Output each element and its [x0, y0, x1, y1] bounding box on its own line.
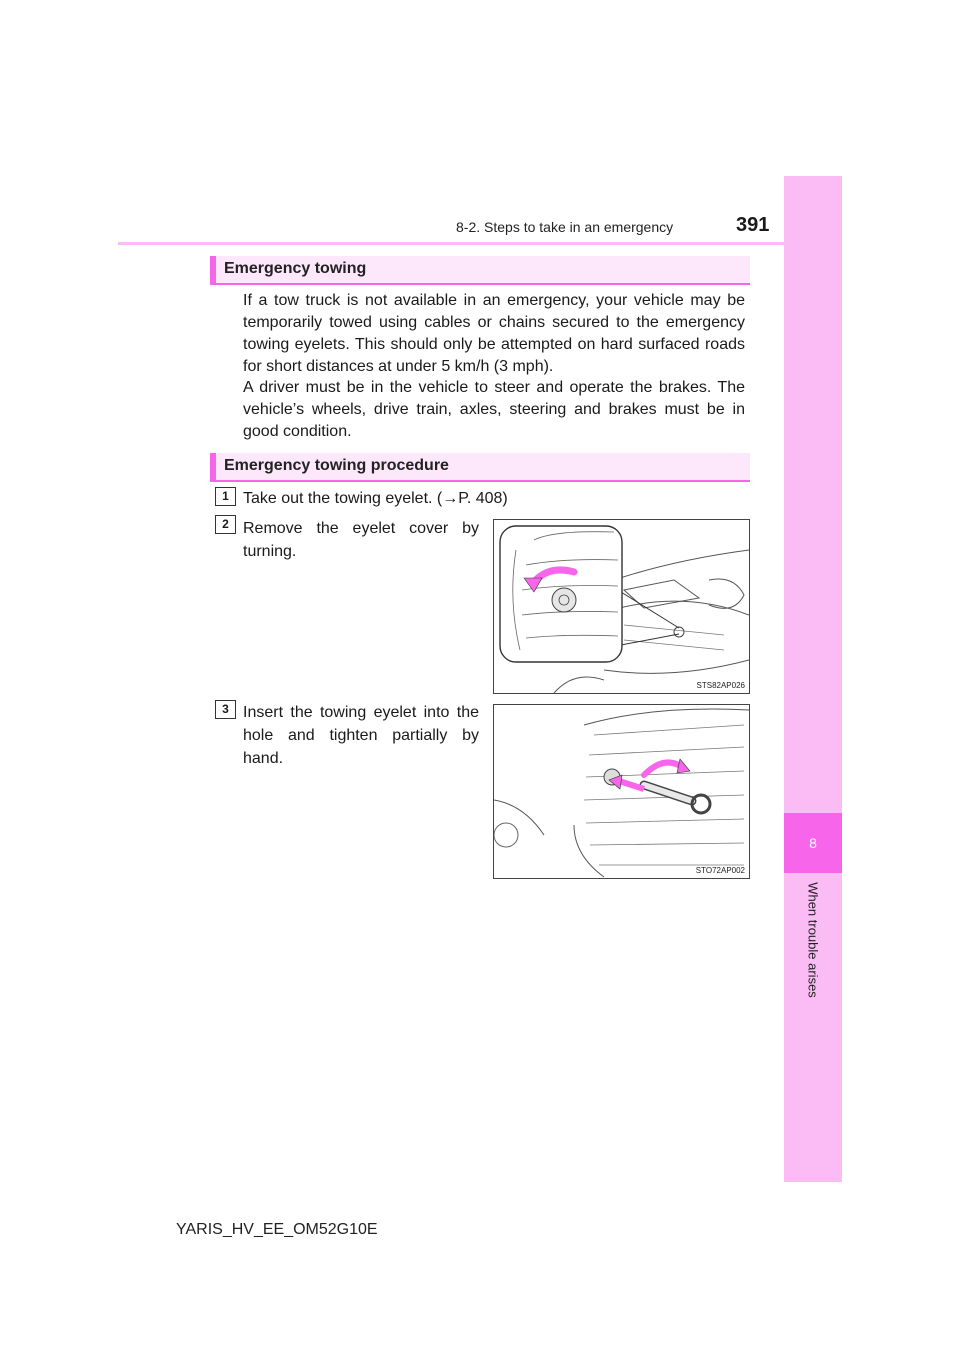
step-number-2: 2: [215, 515, 236, 534]
section-heading-towing-procedure: Emergency towing procedure: [210, 453, 750, 482]
eyelet-cover-illustration: [494, 520, 749, 693]
figure-remove-eyelet-cover: [493, 519, 750, 694]
step-number-1: 1: [215, 487, 236, 506]
figure-code-2: STS82AP026: [696, 681, 745, 690]
header-rule: [118, 242, 842, 245]
chapter-number: 8: [784, 813, 842, 873]
step-text-1: Take out the towing eyelet. (→P. 408): [243, 490, 508, 507]
chapter-side-tab: [784, 176, 842, 1182]
section-header-title: 8-2. Steps to take in an emergency: [456, 219, 674, 235]
page-number: 391: [736, 214, 770, 236]
chapter-label: When trouble arises: [805, 882, 821, 998]
figure-insert-towing-eyelet: [493, 704, 750, 879]
towing-eyelet-illustration: [494, 705, 749, 878]
paragraph-driver-requirement: A driver must be in the vehicle to steer and operate the brakes. The vehicle’s wheels, drive train, axles, steering and brakes must be in good condition.: [243, 379, 745, 440]
paragraph-towing-intro: If a tow truck is not available in an emergency, your vehicle may be temporarily towed using cables or chains secured to the emergency towing eyelets. This should only be attempted on hard surfaced roads for short distances at under 5 km/h (3 mph).: [243, 292, 745, 375]
document-code: YARIS_HV_EE_OM52G10E: [176, 1221, 378, 1238]
figure-code-3: STO72AP002: [695, 866, 745, 875]
section-heading-emergency-towing: Emergency towing: [210, 256, 750, 285]
step-number-3: 3: [215, 700, 236, 719]
step-text-2: Remove the eyelet cover by turning.: [243, 520, 479, 560]
step-text-3: Insert the towing eyelet into the hole and tighten partially by hand.: [243, 704, 479, 767]
